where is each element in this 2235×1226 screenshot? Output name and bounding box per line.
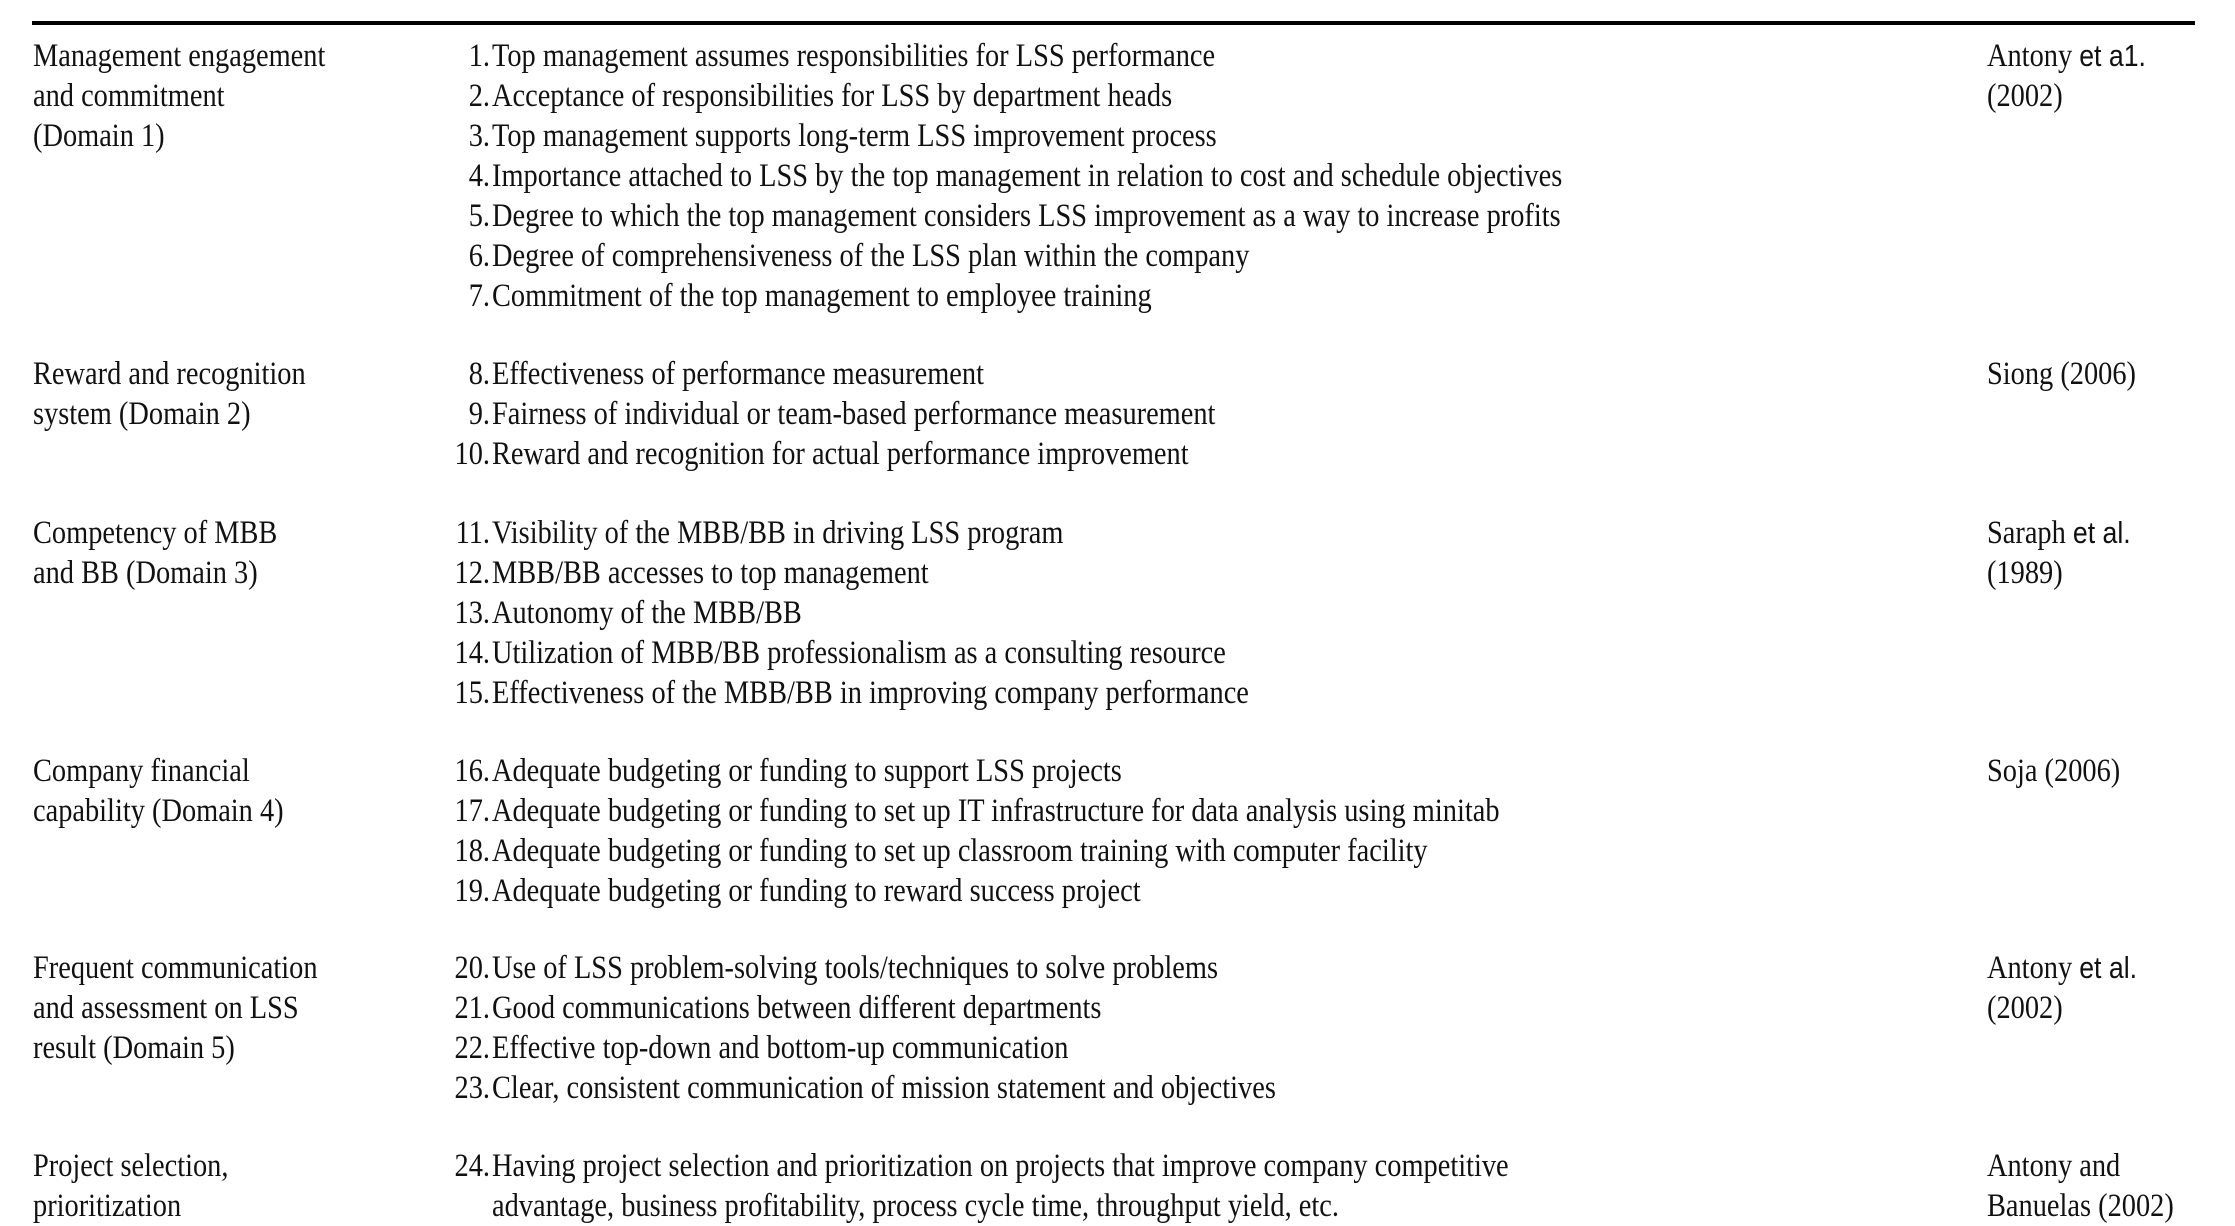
- domain-label: [33, 751, 368, 831]
- item-text: Visibility of the MBB/BB in driving LSS program: [492, 515, 1064, 551]
- item-text: Having project selection and prioritization on projects that improve company competitive: [492, 1148, 1509, 1184]
- item-number: 10.: [454, 436, 490, 472]
- item-number: 11.: [455, 515, 490, 551]
- item-text: Top management assumes responsibilities for LSS performance: [492, 38, 1216, 74]
- item-text: Top management supports long-term LSS improvement process: [492, 118, 1217, 154]
- item-number: 13.: [454, 595, 490, 631]
- item-text: advantage, business profitability, process cycle time, throughput yield, etc.: [492, 1188, 1339, 1224]
- item-text: Clear, consistent communication of mission statement and objectives: [492, 1070, 1276, 1106]
- domain-label: [33, 1146, 368, 1226]
- item-text: Commitment of the top management to employee training: [492, 278, 1152, 314]
- item-text: Reward and recognition for actual performance improvement: [492, 436, 1189, 472]
- item-number: 19.: [454, 873, 490, 909]
- item-text: Adequate budgeting or funding to support LSS projects: [492, 753, 1122, 789]
- item-number: 23.: [454, 1070, 490, 1106]
- domain-label-line: (Domain 1): [33, 118, 165, 154]
- item-text: Degree of comprehensiveness of the LSS plan within the company: [492, 238, 1250, 274]
- domain-label-line: Management engagement: [33, 38, 326, 74]
- item-text: Effectiveness of the MBB/BB in improving company performance: [492, 675, 1249, 711]
- citation-etal: et al.: [2079, 950, 2138, 985]
- citation: [1987, 751, 2120, 791]
- citation-year: (2002): [1987, 990, 2063, 1026]
- item-number: 15.: [454, 675, 490, 711]
- table-top-rule: [32, 21, 2195, 25]
- domain-label-line: Competency of MBB: [33, 515, 278, 551]
- item-text: Adequate budgeting or funding to set up IT infrastructure for data analysis using minitab: [492, 793, 1500, 829]
- item-number: 16.: [454, 753, 490, 789]
- item-number: 9.: [468, 396, 490, 432]
- item-number: 6.: [468, 238, 490, 274]
- item-text: Importance attached to LSS by the top management in relation to cost and schedule objectives: [492, 158, 1563, 194]
- item-number: 14.: [454, 635, 490, 671]
- item-text: Utilization of MBB/BB professionalism as a consulting resource: [492, 635, 1226, 671]
- item-text: Adequate budgeting or funding to reward success project: [492, 873, 1141, 909]
- domain-label-line: result (Domain 5): [33, 1030, 235, 1066]
- item-number: 4.: [468, 158, 490, 194]
- item-text: Autonomy of the MBB/BB: [492, 595, 802, 631]
- item-number: 7.: [468, 278, 490, 314]
- domain-label-line: system (Domain 2): [33, 396, 251, 432]
- domain-label-line: and assessment on LSS: [33, 990, 299, 1026]
- item-text: Effective top-down and bottom-up communication: [492, 1030, 1069, 1066]
- domain-label-line: and BB (Domain 3): [33, 555, 258, 591]
- citation-etal: et al.: [2072, 515, 2131, 550]
- citation-author: Soja (2006): [1987, 753, 2121, 789]
- citation-author: Antony and: [1987, 1148, 2121, 1184]
- item-number: 8.: [468, 356, 490, 392]
- item-number: 20.: [454, 950, 490, 986]
- item-number: 17.: [454, 793, 490, 829]
- domain-label-line: Project selection,: [33, 1148, 229, 1184]
- domain-label-line: and commitment: [33, 78, 225, 114]
- item-number: 24.: [454, 1148, 490, 1184]
- item-number: 18.: [454, 833, 490, 869]
- domain-label-line: Frequent communication: [33, 950, 318, 986]
- citation: [1987, 513, 2131, 593]
- item-number: 1.: [468, 38, 490, 74]
- citation: [1987, 354, 2136, 394]
- domain-label: [33, 948, 368, 1068]
- item-text: Good communications between different departments: [492, 990, 1102, 1026]
- citation-year: (2002): [1987, 78, 2063, 114]
- item-number: 3.: [468, 118, 490, 154]
- domain-label: [33, 513, 368, 593]
- citation-year: Banuelas (2002): [1987, 1188, 2174, 1224]
- citation-author: Siong (2006): [1987, 356, 2136, 392]
- citation-year: (1989): [1987, 555, 2063, 591]
- citation-etal: et a1.: [2079, 38, 2146, 73]
- item-number: 22.: [454, 1030, 490, 1066]
- item-number: 21.: [454, 990, 490, 1026]
- item-number: 12.: [454, 555, 490, 591]
- item-text: Degree to which the top management considers LSS improvement as a way to increase profits: [492, 198, 1561, 234]
- domain-label: [33, 36, 368, 156]
- domain-label-line: Company financial: [33, 753, 250, 789]
- domain-label-line: capability (Domain 4): [33, 793, 284, 829]
- domain-label-line: prioritization: [33, 1188, 182, 1224]
- citation-author: Saraph: [1987, 515, 2066, 551]
- item-text: Adequate budgeting or funding to set up classroom training with computer facility: [492, 833, 1428, 869]
- item-text: MBB/BB accesses to top management: [492, 555, 929, 591]
- item-text: Acceptance of responsibilities for LSS by department heads: [492, 78, 1173, 114]
- domain-label-line: Reward and recognition: [33, 356, 306, 392]
- item-text: Use of LSS problem-solving tools/techniques to solve problems: [492, 950, 1219, 986]
- item-text: Effectiveness of performance measurement: [492, 356, 984, 392]
- item-text: Fairness of individual or team-based performance measurement: [492, 396, 1216, 432]
- domain-label: [33, 354, 368, 434]
- citation: [1987, 948, 2137, 1028]
- citation: [1987, 36, 2146, 116]
- item-number: 2.: [468, 78, 490, 114]
- item-number: 5.: [468, 198, 490, 234]
- citation-author: Antony: [1987, 38, 2073, 74]
- citation-author: Antony: [1987, 950, 2073, 986]
- citation: [1987, 1146, 2174, 1226]
